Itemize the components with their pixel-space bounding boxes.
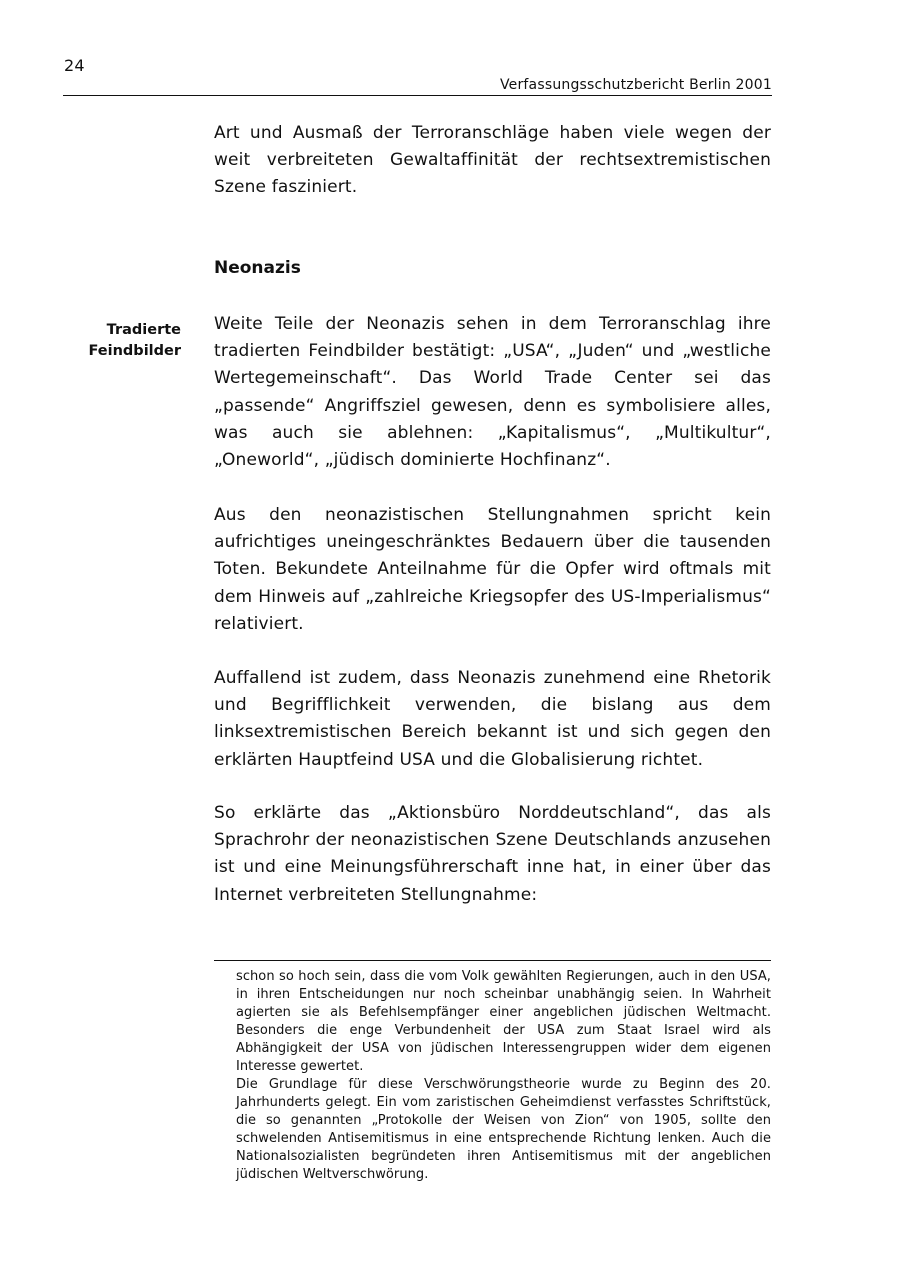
section-heading: Neonazis — [214, 258, 301, 278]
body-paragraph: Aus den neonazistischen Stellungnahmen spricht kein aufrichtiges uneingeschränktes Bedauern über die tausenden Toten. Bekundete Anteilnahme für die Opfer wird oftmals mit dem Hinweis auf „zahlreiche Kriegsopfer des US-Imperialismus“ relativiert. — [214, 505, 771, 634]
intro-block — [214, 120, 771, 202]
margin-note: Tradierte Feindbilder — [88, 322, 181, 359]
body-paragraph: Weite Teile der Neonazis sehen in dem Terroranschlag ihre tradierten Feindbilder bestätigt: „USA“, „Juden“ und „westliche Wertegemeinschaft“. Das World Trade Center sei das „passende“ Angriffsziel gewesen, denn es symbolisiere alles, was auch sie ablehnen: „Kapitalismus“, „Multikultur“, „Oneworld“, „jüdisch dominierte Hochfinanz“. — [214, 314, 771, 471]
paragraph-block — [214, 502, 771, 638]
paragraph-block — [214, 311, 771, 474]
footnote-text: schon so hoch sein, dass die vom Volk gewählten Regierungen, auch in den USA, in ihren Entscheidungen nur noch scheinbar unabhängig seien. In Wahrheit agierten sie als Befehlsempfänger einer angeblichen jüdischen Weltmacht. Besonders die enge Verbundenheit der USA zum Staat Israel wird als Abhängigkeit der USA von jüdischen Interessengruppen wider dem eigenen Interesse gewertet. — [236, 969, 771, 1074]
body-paragraph: Auffallend ist zudem, dass Neonazis zunehmend eine Rhetorik und Begrifflichkeit verwenden, die bislang aus dem linksextremistischen Bereich bekannt ist und sich gegen den erklärten Hauptfeind USA und die Globalisierung richtet. — [214, 668, 771, 770]
page-number: 24 — [64, 56, 85, 75]
footnotes — [236, 968, 771, 1184]
footnote-text: Die Grundlage für diese Verschwörungstheorie wurde zu Beginn des 20. Jahrhunderts gelegt. Ein vom zaristischen Geheimdienst verfasstes Schriftstück, die so genannten „Protokolle der Weisen von Zion“ von 1905, sollte den schwelenden Antisemitismus in eine entsprechende Richtung lenken. Auch die Nationalsozialisten begründeten ihren Antisemitismus mit der angeblichen jüdischen Weltverschwörung. — [236, 1077, 771, 1182]
paragraph-block — [214, 665, 771, 774]
body-paragraph: So erklärte das „Aktionsbüro Norddeutschland“, das als Sprachrohr der neonazistischen Szene Deutschlands anzusehen ist und eine Meinungsführerschaft inne hat, in einer über das Internet verbreiteten Stellungnahme: — [214, 803, 771, 905]
paragraph-block — [214, 800, 771, 909]
footnote-divider — [214, 960, 771, 961]
running-header-title: Verfassungsschutzbericht Berlin 2001 — [63, 77, 772, 96]
intro-paragraph: Art und Ausmaß der Terroranschläge haben viele wegen der weit verbreiteten Gewaltaffinität der rechtsextremistischen Szene fasziniert. — [214, 123, 771, 198]
